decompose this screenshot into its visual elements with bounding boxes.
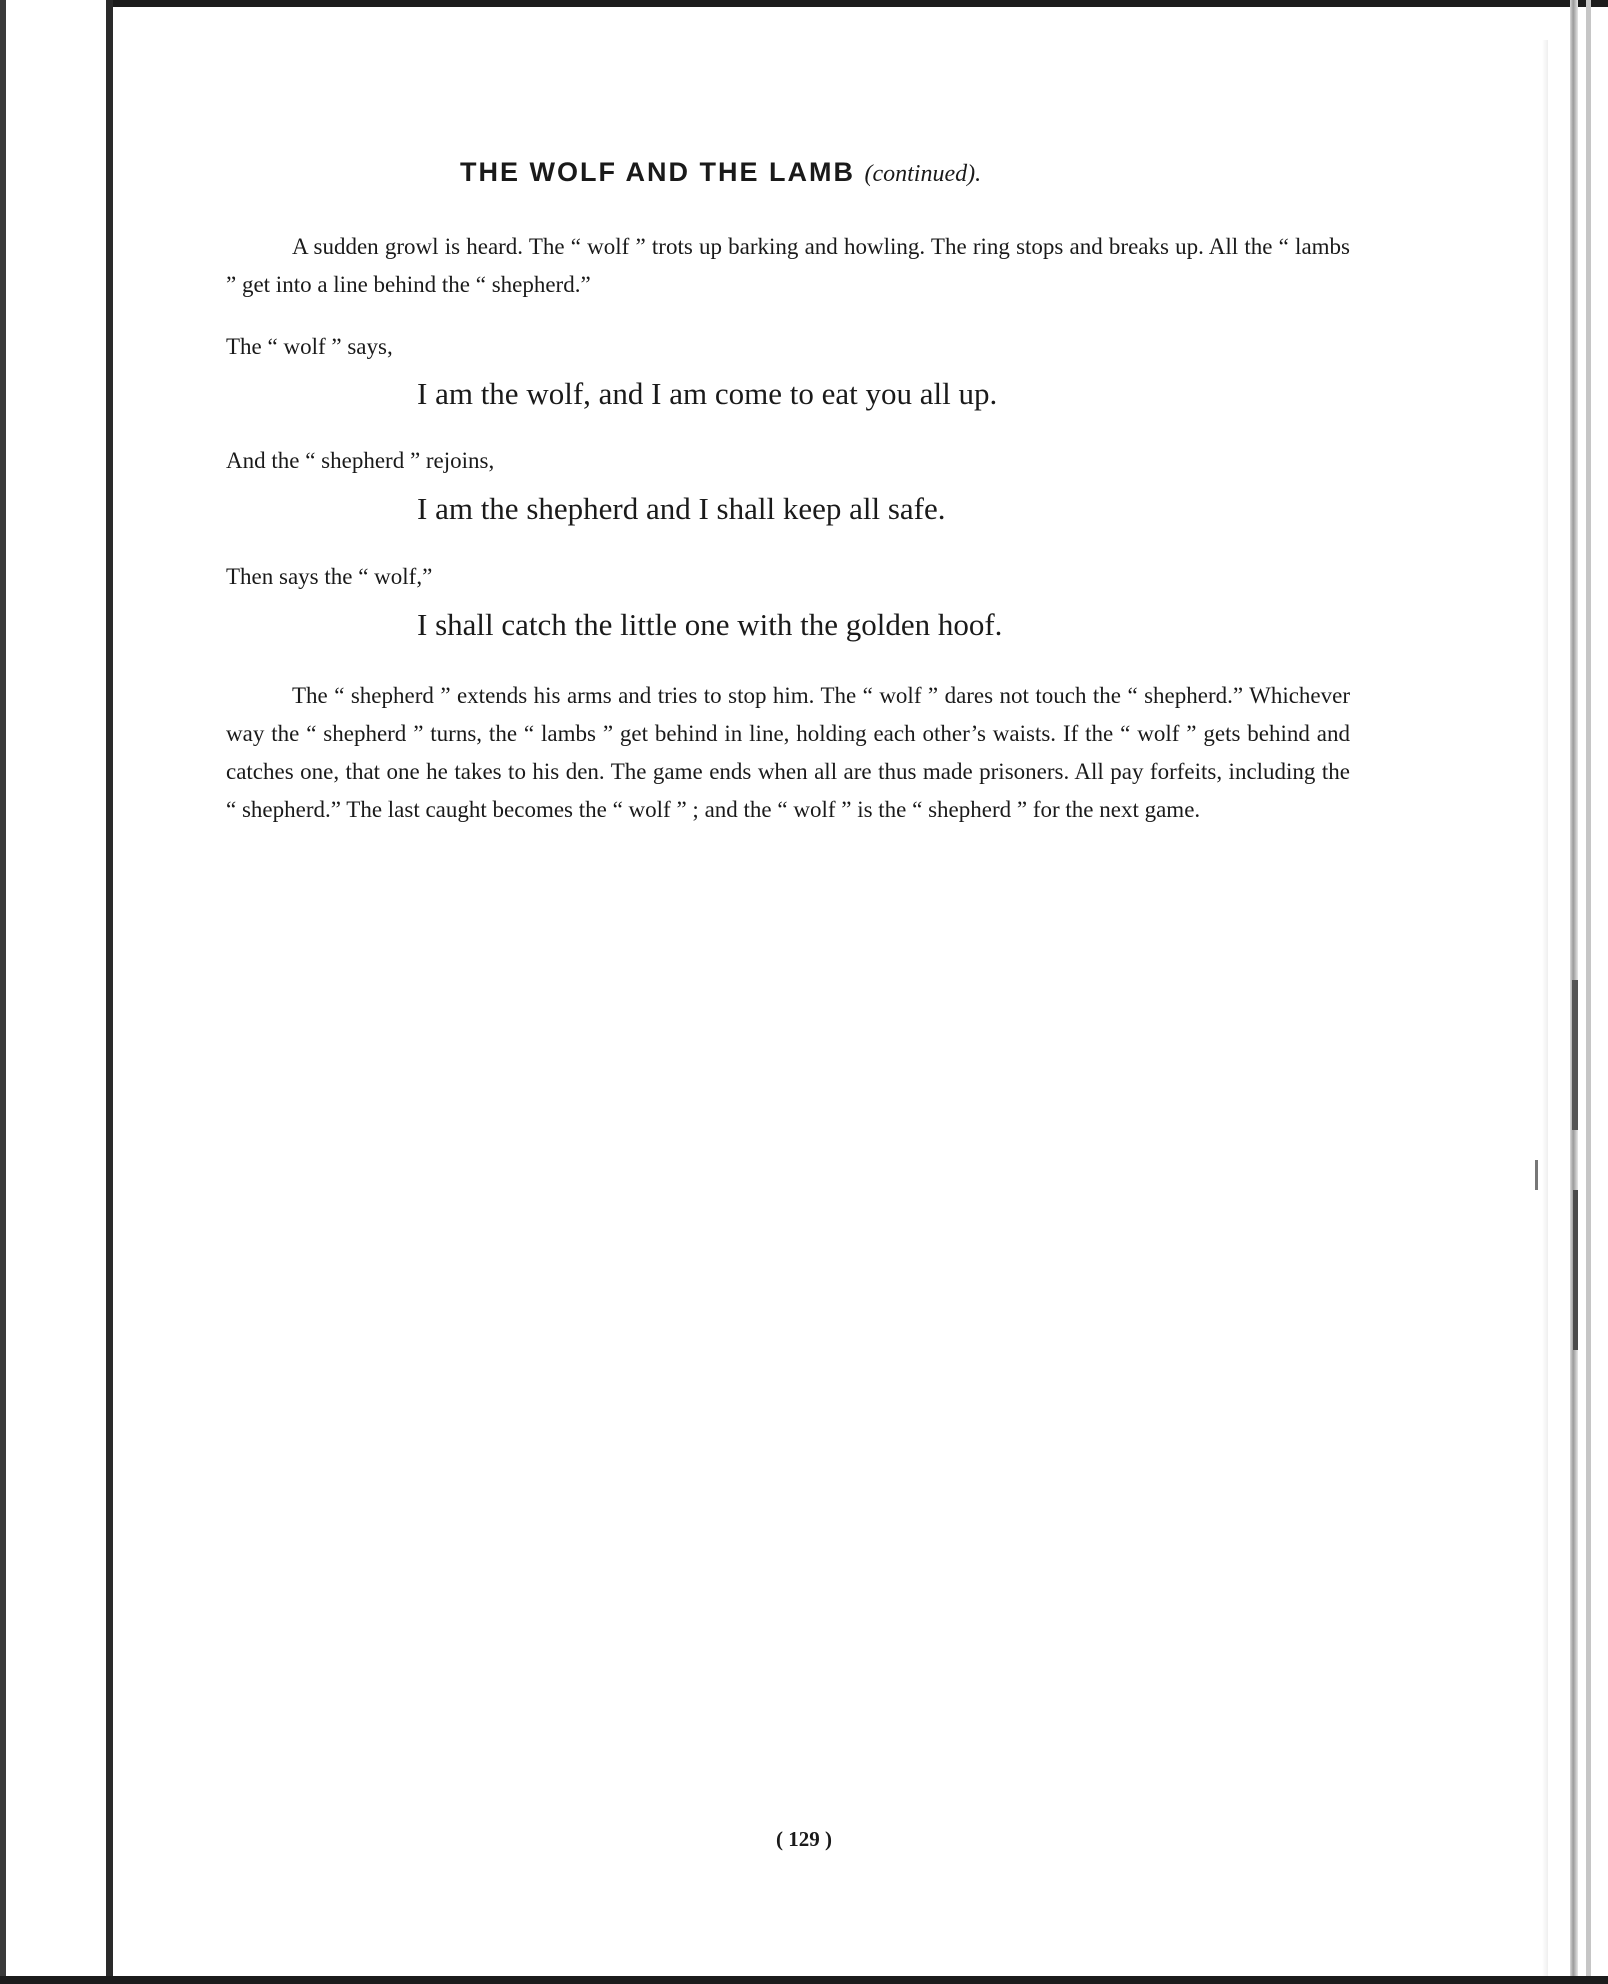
quote-line-3: I shall catch the little one with the golden hoof.: [417, 607, 1003, 642]
scan-mark: [1535, 1160, 1538, 1190]
scan-border-right-outer: [1586, 0, 1591, 1984]
scan-edge-inner: [106, 0, 113, 1984]
paragraph-2: The “ shepherd ” extends his arms and tries to stop him. The “ wolf ” dares not touch the “ shepherd.” Whichever way the “ shepherd ” turns, the “ lambs ” get behind in line, holding each other’s waists. If the “ wolf ” gets behind and catches one, that one he takes to his den. The game ends when all are thus made prisoners. All pay forfeits, including the “ shepherd.” The last caught becomes the “ wolf ” ; and the “ wolf ” is the “ shepherd ” for the next game.: [226, 683, 1350, 822]
paragraph-1: A sudden growl is heard. The “ wolf ” trots up barking and howling. The ring stops and breaks up. All the “ lambs ” get into a line behind the “ shepherd.”: [226, 234, 1350, 297]
page-title: [460, 157, 1180, 188]
intro-line-1: The “ wolf ” says,: [226, 334, 393, 359]
title-suffix: (continued).: [864, 161, 982, 187]
intro-line-2: And the “ shepherd ” rejoins,: [226, 448, 495, 473]
scan-mark: [1572, 980, 1578, 1130]
intro-line-3: Then says the “ wolf,”: [226, 564, 433, 589]
scan-edge-outer: [0, 0, 6, 1984]
scan-border-left: [0, 0, 113, 1984]
page-shadow-right: [1542, 40, 1548, 1980]
page-number: ( 129 ): [776, 1827, 832, 1851]
scan-border-top: [0, 0, 1608, 7]
quote-line-1: I am the wolf, and I am come to eat you all up.: [417, 376, 998, 411]
scan-mark: [1573, 1190, 1578, 1350]
scan-border-bottom: [0, 1976, 1608, 1984]
title-main: THE WOLF AND THE LAMB: [460, 157, 855, 187]
quote-line-2: I am the shepherd and I shall keep all safe.: [417, 491, 946, 526]
